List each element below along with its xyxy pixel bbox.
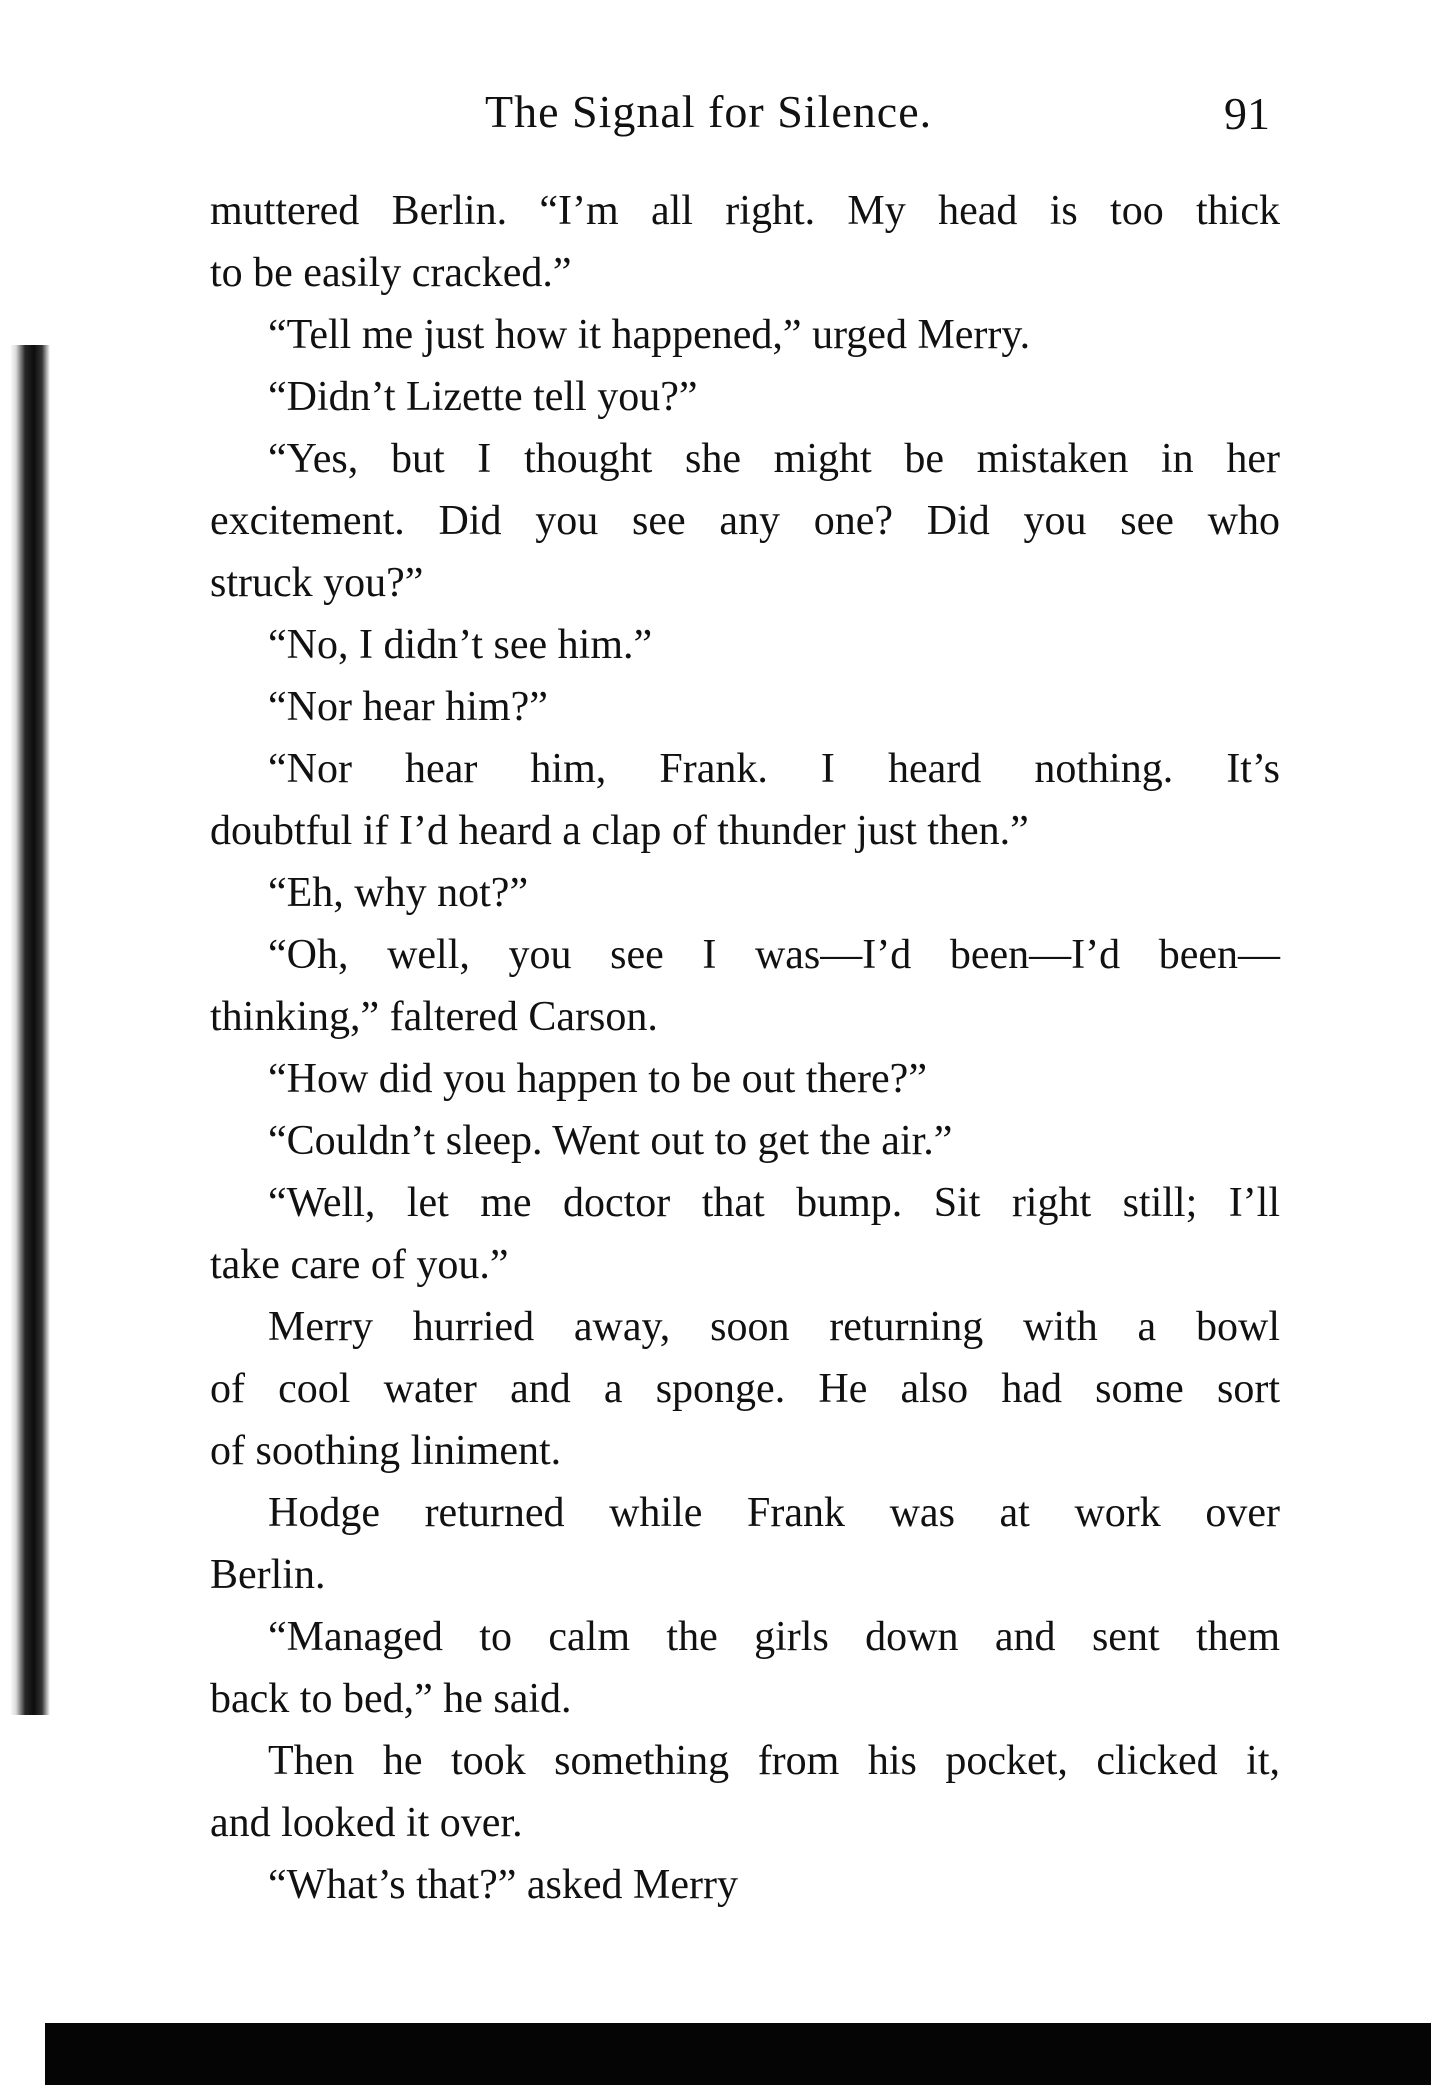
text-line: struck you?” <box>210 560 424 606</box>
text-line: back to bed,” he said. <box>210 1676 572 1722</box>
scan-binding-shadow <box>10 345 50 1715</box>
text-line: “How did you happen to be out there?” <box>268 1056 927 1102</box>
text-line: excitement. Did you see any one? Did you see who <box>210 498 1280 544</box>
text-line: take care of you.” <box>210 1242 509 1288</box>
scan-bottom-edge <box>45 2023 1431 2085</box>
text-line: doubtful if I’d heard a clap of thunder just then.” <box>210 808 1029 854</box>
text-line: muttered Berlin. “I’m all right. My head is too thick <box>210 188 1280 234</box>
text-line: Merry hurried away, soon returning with a bowl <box>268 1304 1280 1350</box>
text-line: to be easily cracked.” <box>210 250 572 296</box>
text-line: “Didn’t Lizette tell you?” <box>268 374 698 420</box>
text-line: “Managed to calm the girls down and sent them <box>268 1614 1280 1660</box>
text-line: “Oh, well, you see I was—I’d been—I’d been— <box>268 932 1280 978</box>
body-text <box>210 180 1280 1916</box>
text-line: “Tell me just how it happened,” urged Merry. <box>268 312 1031 358</box>
text-line: “Yes, but I thought she might be mistaken in her <box>268 436 1280 482</box>
text-line: “What’s that?” asked Merry <box>268 1862 738 1908</box>
text-line: “Nor hear him?” <box>268 684 548 730</box>
text-line: thinking,” faltered Carson. <box>210 994 658 1040</box>
text-line: Then he took something from his pocket, clicked it, <box>268 1738 1280 1784</box>
running-head <box>200 85 1300 155</box>
text-line: Hodge returned while Frank was at work over <box>268 1490 1280 1536</box>
running-title: The Signal for Silence. <box>485 86 933 137</box>
text-line: and looked it over. <box>210 1800 523 1846</box>
text-line: “Well, let me doctor that bump. Sit right still; I’ll <box>268 1180 1280 1226</box>
text-line: “Couldn’t sleep. Went out to get the air.” <box>268 1118 953 1164</box>
text-line: “No, I didn’t see him.” <box>268 622 653 668</box>
text-line: “Eh, why not?” <box>268 870 529 916</box>
text-line: of cool water and a sponge. He also had some sort <box>210 1366 1280 1412</box>
text-line: of soothing liniment. <box>210 1428 562 1474</box>
text-line: Berlin. <box>210 1552 326 1598</box>
page-number: 91 <box>1224 88 1270 139</box>
text-line: “Nor hear him, Frank. I heard nothing. It’s <box>268 746 1280 792</box>
